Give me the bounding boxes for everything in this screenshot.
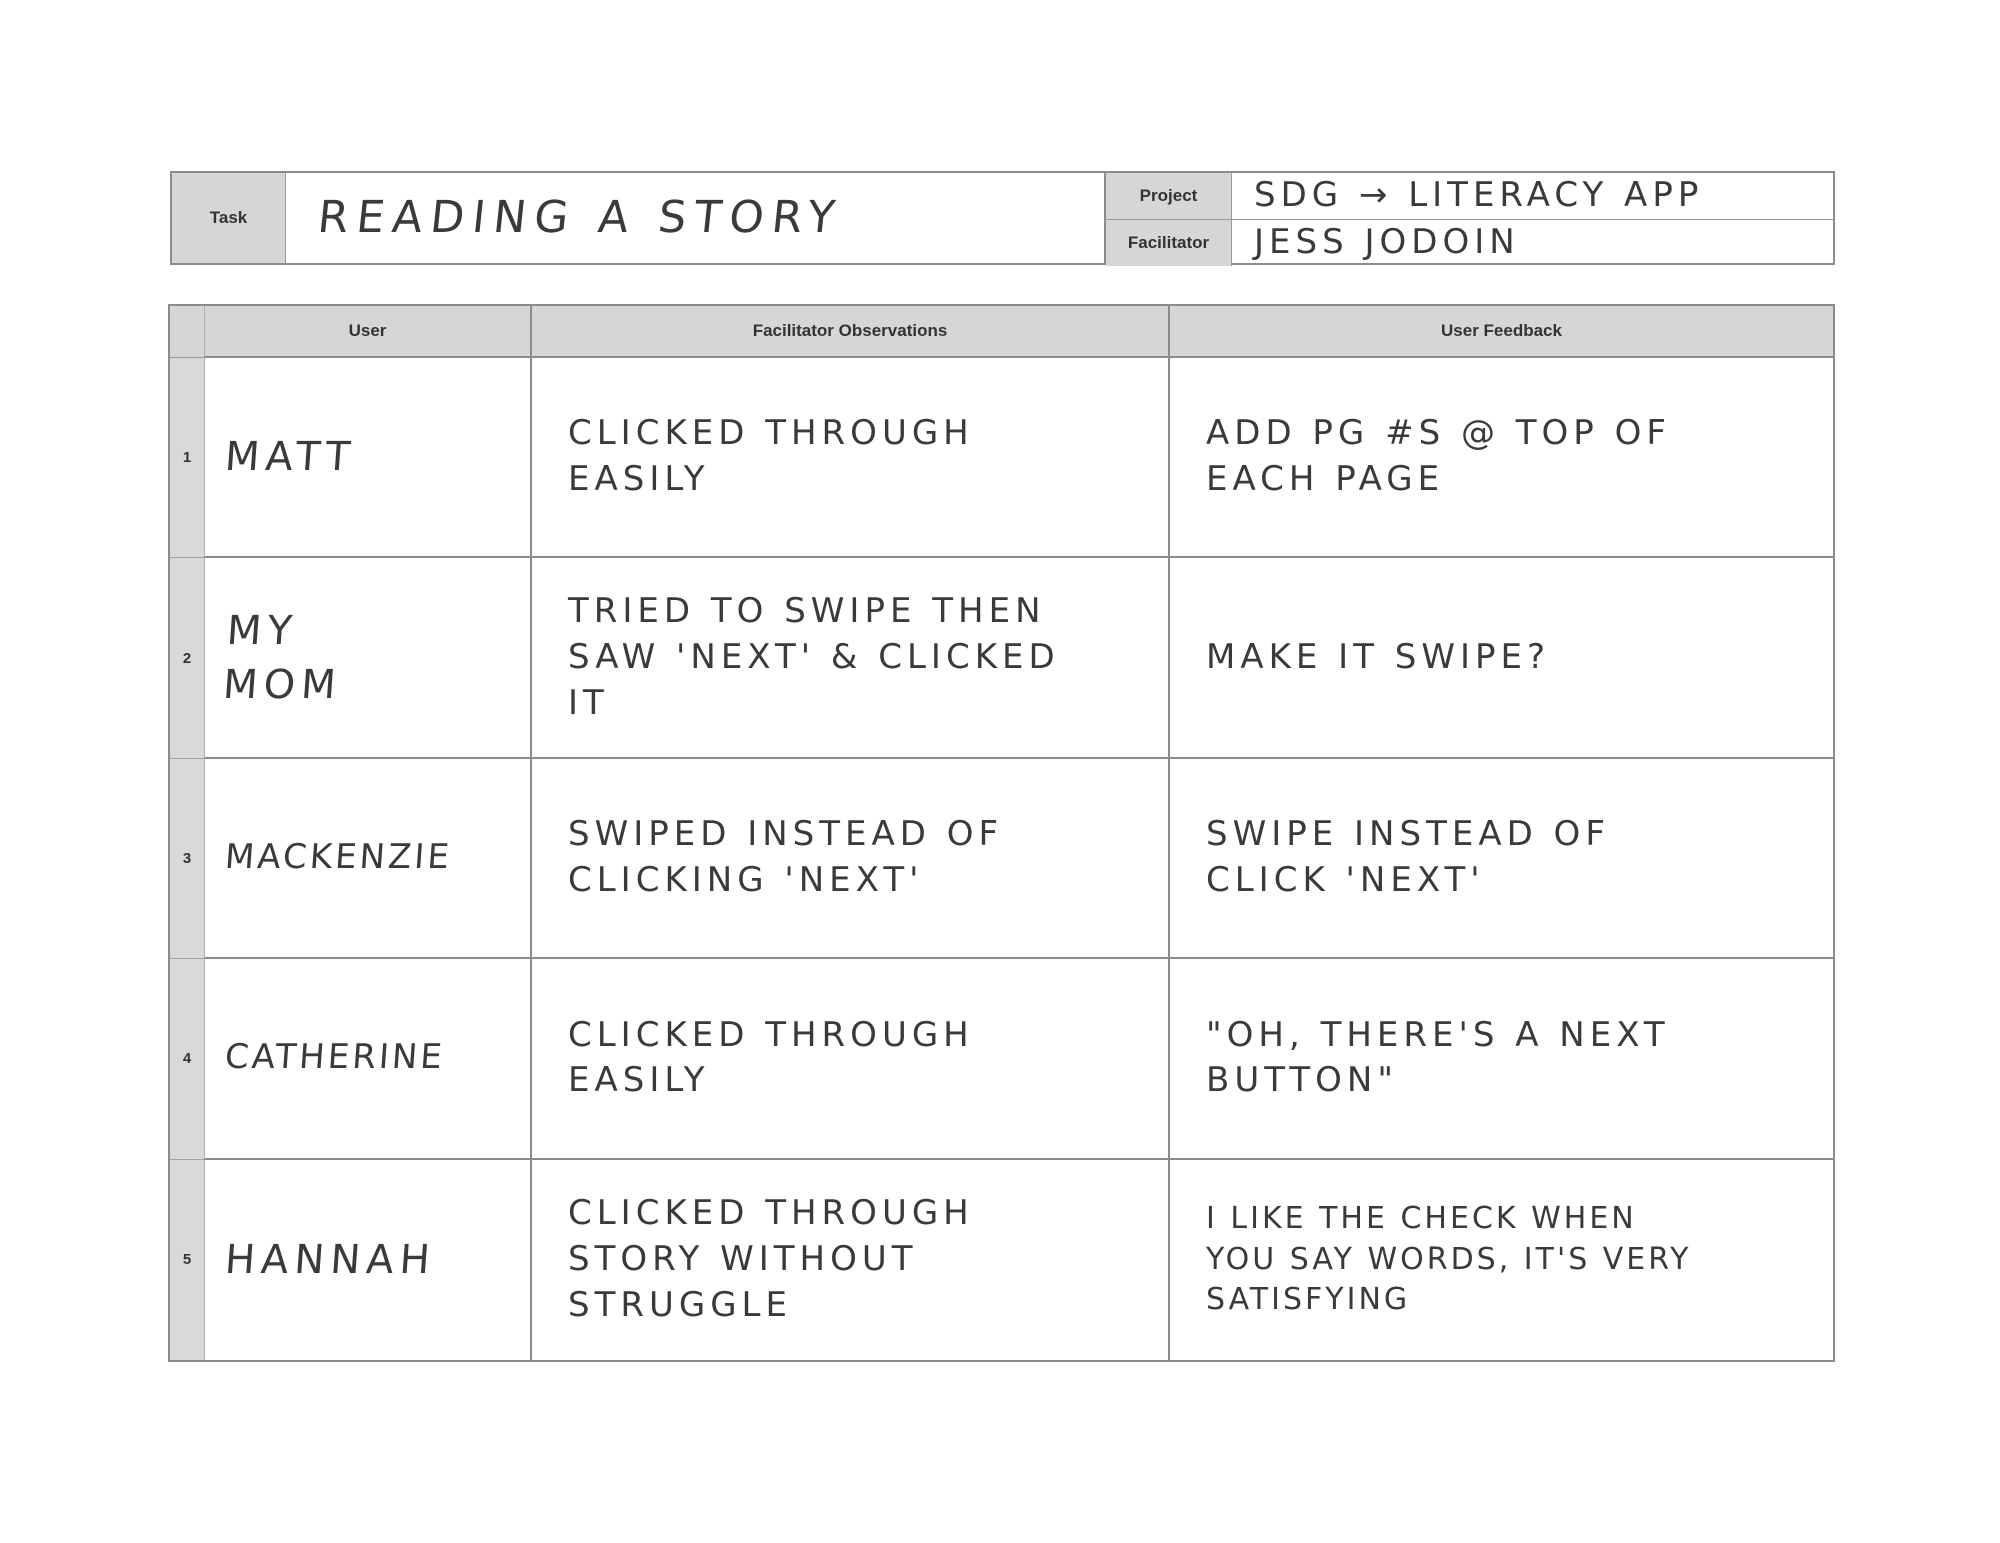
user-cell [204, 358, 530, 558]
table-corner [170, 306, 204, 358]
user-cell [204, 558, 530, 758]
row-number: 2 [170, 558, 204, 758]
project-value-cell [1232, 173, 1833, 219]
observation-cell [530, 358, 1168, 558]
observation-text: CLICKED THROUGH EASILY [568, 413, 974, 500]
feedback-text: ADD PG #S @ TOP OF EACH PAGE [1206, 413, 1671, 500]
row-number: 1 [170, 358, 204, 558]
observation-text: CLICKED THROUGH STORY WITHOUT STRUGGLE [568, 1192, 974, 1325]
observation-text: CLICKED THROUGH EASILY [568, 1014, 974, 1101]
feedback-cell [1168, 759, 1833, 959]
feedback-text: I LIKE THE CHECK WHEN YOU SAY WORDS, IT'S VERY SATISFYING [1206, 1201, 1692, 1318]
observation-text: TRIED TO SWIPE THEN SAW 'NEXT' & CLICKED IT [568, 590, 1060, 723]
feedback-cell [1168, 1160, 1833, 1360]
row-number: 3 [170, 759, 204, 959]
column-header-observations: Facilitator Observations [530, 306, 1168, 358]
user-name: MATT [223, 434, 358, 481]
user-cell [204, 959, 530, 1159]
facilitator-value-cell [1232, 220, 1833, 266]
task-label: Task [172, 173, 286, 263]
observation-cell [530, 759, 1168, 959]
header-box [170, 171, 1835, 265]
row-number: 5 [170, 1160, 204, 1360]
observation-cell [530, 558, 1168, 758]
feedback-cell [1168, 558, 1833, 758]
user-name: HANNAH [223, 1236, 438, 1283]
project-row [1106, 173, 1833, 219]
observation-cell [530, 1160, 1168, 1360]
column-header-feedback: User Feedback [1168, 306, 1833, 358]
user-cell [204, 759, 530, 959]
observation-table [168, 304, 1835, 1362]
user-name: CATHERINE [223, 1037, 447, 1078]
user-cell [204, 1160, 530, 1360]
feedback-cell [1168, 959, 1833, 1159]
facilitator-value: JESS JODOIN [1254, 221, 1520, 262]
observation-cell [530, 959, 1168, 1159]
observation-text: SWIPED INSTEAD OF CLICKING 'NEXT' [568, 814, 1004, 900]
facilitator-label: Facilitator [1106, 220, 1232, 266]
facilitator-row [1106, 219, 1833, 266]
task-value: READING A STORY [315, 192, 846, 244]
project-value: SDG → LITERACY APP [1254, 175, 1704, 215]
feedback-text: SWIPE INSTEAD OF CLICK 'NEXT' [1206, 814, 1610, 900]
user-name: MY MOM [221, 607, 344, 708]
row-number: 4 [170, 959, 204, 1159]
project-facilitator-block [1106, 173, 1833, 263]
task-value-cell [286, 173, 1106, 263]
column-header-user: User [204, 306, 530, 358]
user-name: MACKENZIE [223, 837, 454, 878]
feedback-cell [1168, 358, 1833, 558]
project-label: Project [1106, 173, 1232, 219]
feedback-text: "OH, THERE'S A NEXT BUTTON" [1206, 1014, 1670, 1101]
feedback-text: MAKE IT SWIPE? [1206, 636, 1551, 677]
